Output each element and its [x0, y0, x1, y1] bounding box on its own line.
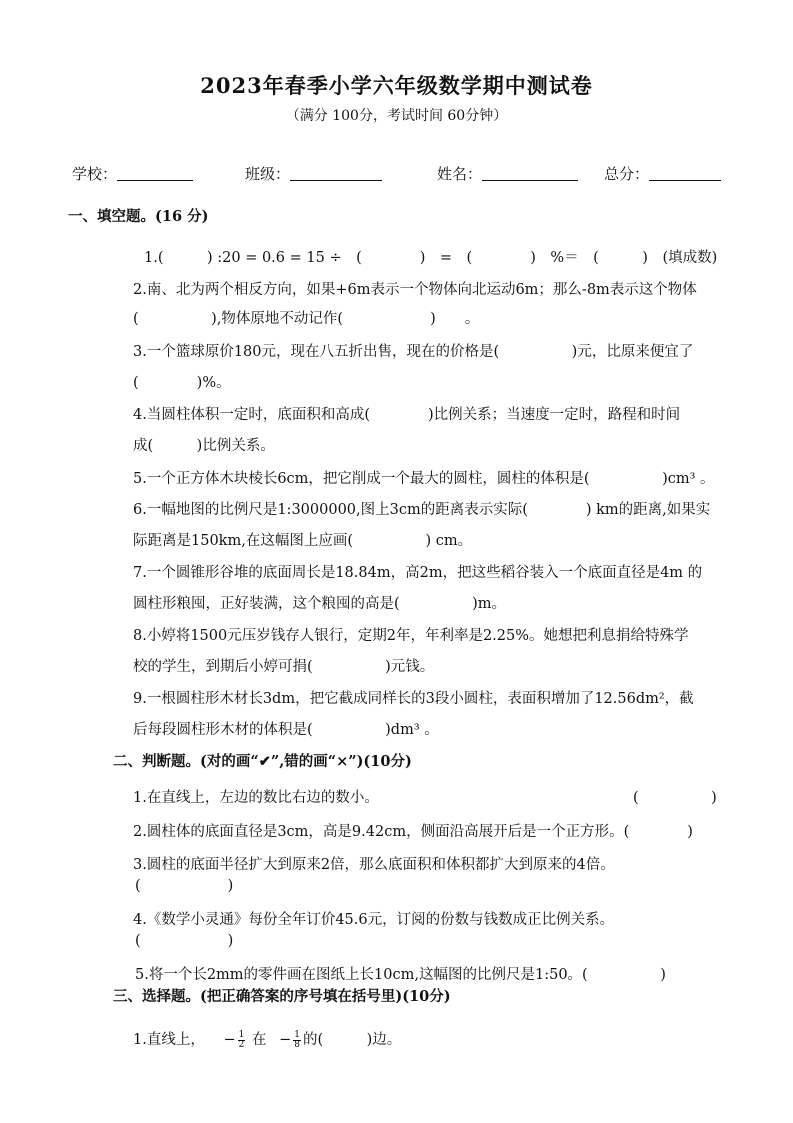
s2-q1: 1.在直线上，左边的数比右边的数小。	[133, 790, 379, 806]
s1-q5: 5.一个正方体木块棱长6cm，把它削成一个最大的圆柱，圆柱的体积是( )cm³ 。	[133, 471, 715, 487]
s2-q5: 5.将一个长2mm的零件画在图纸上长10cm,这幅图的比例尺是1:50。( )	[135, 967, 666, 983]
s3-q1-mid: 在	[251, 1032, 267, 1048]
name-blank[interactable]	[482, 180, 578, 181]
s1-q8-line2: 校的学生，到期后小婷可捐( )元钱。	[133, 659, 435, 675]
s2-q3-answer[interactable]: ( )	[135, 878, 234, 894]
s3-q1	[133, 1028, 401, 1050]
school-label: 学校：	[72, 165, 118, 183]
s1-q4-line2: 成( )比例关系。	[133, 438, 275, 454]
name-field	[437, 163, 578, 184]
s3-q1-prefix: 1.直线上，	[133, 1032, 205, 1048]
s1-q7-line2: 圆柱形粮囤，正好装满，这个粮囤的高是( )m。	[133, 596, 507, 612]
page-title: 2023年春季小学六年级数学期中测试卷	[200, 73, 593, 98]
s1-q2-line1: 2.南、北为两个相反方向，如果+6m表示一个物体向北运动6m；那么-8m表示这个物体	[133, 282, 697, 298]
s2-q3: 3.圆柱的底面半径扩大到原来2倍，那么底面积和体积都扩大到原来的4倍。	[133, 857, 615, 873]
class-label: 班级：	[245, 165, 291, 183]
s1-q2-line2: ( ),物体原地不动记作( ) 。	[133, 311, 480, 327]
s1-q3-line2: ( )%。	[133, 375, 231, 391]
page-subtitle: （满分 100分，考试时间 60分钟）	[285, 108, 508, 124]
s1-q9-line1: 9.一根圆柱形木材长3dm，把它截成同样长的3段小圆柱，表面积增加了12.56dm²，截	[133, 691, 694, 707]
total-blank[interactable]	[649, 180, 721, 181]
s2-q4: 4.《数学小灵通》每份全年订价45.6元，订阅的份数与钱数成正比例关系。	[133, 912, 615, 928]
name-label: 姓名：	[437, 165, 483, 183]
s2-q1-answer[interactable]: ( )	[633, 790, 717, 806]
s1-q6-line2: 际距离是150km,在这幅图上应画( ) cm。	[133, 533, 473, 549]
fraction-one-half: $\frac{1}{2}$	[238, 1029, 245, 1050]
s1-q8-line1: 8.小婷将1500元压岁钱存人银行，定期2年，年利率是2.25%。她想把利息捐给特殊学	[133, 628, 689, 644]
school-field	[72, 163, 193, 184]
section2-heading: 二、判断题。(对的画“✔”,错的画“×”)(10分)	[113, 753, 412, 770]
s2-q4-answer[interactable]: ( )	[135, 933, 234, 949]
s1-q7-line1: 7.一个圆锥形谷堆的底面周长是18.84m，高2m，把这些稻谷装入一个底面直径是4m 的	[133, 565, 703, 581]
s1-q3-line1: 3.一个篮球原价180元，现在八五折出售，现在的价格是( )元，比原来便宜了	[133, 344, 694, 360]
class-field	[245, 163, 382, 184]
total-field	[604, 163, 721, 184]
s3-q1-minus-a: −	[223, 1032, 236, 1048]
school-blank[interactable]	[117, 180, 193, 181]
fraction-one-eighth: $\frac{1}{8}$	[294, 1029, 300, 1050]
s3-q1-suffix: 的( )边。	[302, 1032, 402, 1048]
s1-q6-line1: 6.一幅地图的比例尺是1:3000000,图上3cm的距离表示实际( ) km的距离,如果实	[133, 502, 711, 518]
section1-heading: 一、填空题。(16 分)	[68, 208, 209, 225]
section3-heading: 三、选择题。(把正确答案的序号填在括号里)(10分)	[113, 988, 451, 1005]
s1-q9-line2: 后每段圆柱形木材的体积是( )dm³ 。	[133, 722, 439, 738]
s1-q1: 1.( ) :20 = 0.6 = 15 ÷ ( ) = ( ) %＝ ( ) (填成数)	[144, 250, 718, 266]
total-label: 总分：	[604, 165, 650, 183]
s1-q4-line1: 4.当圆柱体积一定时，底面积和高成( )比例关系；当速度一定时，路程和时间	[133, 407, 681, 423]
s2-q2: 2.圆柱体的底面直径是3cm，高是9.42cm，侧面沿高展开后是一个正方形。( )	[133, 824, 693, 840]
class-blank[interactable]	[290, 180, 382, 181]
s3-q1-minus-b: −	[279, 1032, 292, 1048]
